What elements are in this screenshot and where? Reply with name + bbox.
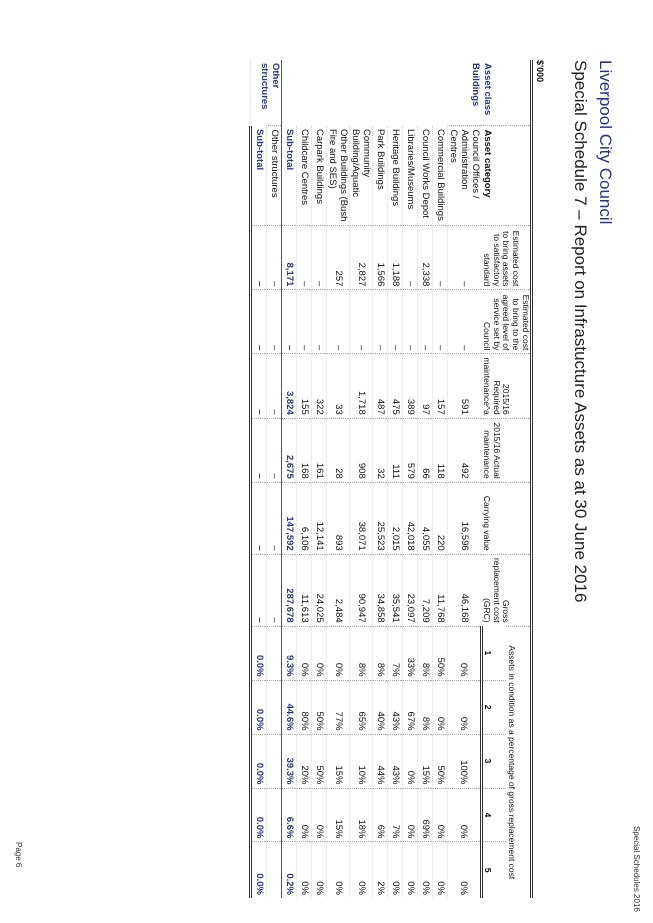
page-title: Special Schedule 7 – Report on Infrastucture Assets as at 30 June 2016 [571, 60, 590, 603]
subtotal-cell-carrying: 147,592 [282, 482, 297, 554]
header-asset-category: Asset category [481, 126, 531, 226]
value-cell-grc: 11,613 [297, 554, 312, 626]
subtotal-cell-c1: 0.0% [251, 626, 267, 680]
header-asset-class: Asset class [482, 63, 494, 116]
value-cell-c4: 0% [433, 788, 448, 842]
value-cell-c2: 50% [312, 680, 327, 734]
value-cell-c4: 18% [350, 788, 373, 842]
value-cell-c4: 69% [418, 788, 433, 842]
page-number: Page 6 [14, 842, 23, 868]
subtotal-cell-req: – [251, 354, 267, 418]
table-row [373, 60, 388, 898]
value-cell-c5: 0% [403, 842, 418, 898]
value-cell-c2: 8% [418, 680, 433, 734]
asset-category-cell: Heritage Buildings [388, 126, 403, 226]
value-cell-c5: 0% [418, 842, 433, 898]
value-cell-est-agreed: – [350, 290, 373, 354]
value-cell-c1: 8% [350, 626, 373, 680]
value-cell-carrying: – [267, 482, 282, 554]
subtotal-cell-est-sat: – [251, 226, 267, 290]
asset-class-cell: Other structures [251, 60, 282, 126]
value-cell-c3: 43% [388, 734, 403, 788]
value-cell-req: 157 [433, 354, 448, 418]
running-head: Special Schedules 2016 [632, 826, 641, 912]
organisation-name: Liverpool City Council [596, 60, 615, 225]
value-cell-c1: 7% [388, 626, 403, 680]
table-row [448, 60, 482, 898]
value-cell-est-agreed: – [448, 290, 482, 354]
asset-category-cell: Other structures [267, 126, 282, 226]
subtotal-cell-act: – [251, 418, 267, 482]
value-cell-est-sat: – [312, 226, 327, 290]
value-cell-carrying: 4,055 [418, 482, 433, 554]
subtotal-cell-c3: 39.3% [282, 734, 297, 788]
value-cell-c5: 0% [433, 842, 448, 898]
subtotal-cell-c4: 6.6% [282, 788, 297, 842]
header-est-cost-agreed: Estimated cost to bring to the agreed level of service set by Council [481, 290, 531, 354]
value-cell-req: 33 [327, 354, 350, 418]
value-cell-c4: 7% [388, 788, 403, 842]
value-cell-est-sat: – [267, 226, 282, 290]
value-cell-est-agreed: – [403, 290, 418, 354]
value-cell-carrying: 38,071 [350, 482, 373, 554]
asset-class-cell: Buildings [282, 60, 482, 126]
value-cell-est-sat: 2,338 [418, 226, 433, 290]
value-cell-carrying: 893 [327, 482, 350, 554]
value-cell-c1: 0% [312, 626, 327, 680]
value-cell-c1: 0% [448, 626, 482, 680]
subtotal-cell-grc: 287,678 [282, 554, 297, 626]
value-cell-grc: – [267, 554, 282, 626]
value-cell-c5: 2% [373, 842, 388, 898]
subtotal-label: Sub-total [282, 126, 297, 226]
value-cell-est-agreed: – [297, 290, 312, 354]
header-condition-group: Assets in condition as a percentage of gross replacement cost [506, 626, 531, 898]
subtotal-cell-est-sat: 8,171 [282, 226, 297, 290]
subtotal-cell-c2: 44.6% [282, 680, 297, 734]
value-cell-carrying: 6,106 [297, 482, 312, 554]
table-row [350, 60, 373, 898]
subtotal-cell-req: 3,824 [282, 354, 297, 418]
asset-category-cell: Park Buildings [373, 126, 388, 226]
header-required-maintenance: 2015/16 Required maintenance^a [481, 354, 531, 418]
header-condition-3: 3 [481, 734, 506, 788]
value-cell-act: – [267, 418, 282, 482]
value-cell-est-sat: – [297, 226, 312, 290]
subtotal-cell-est-agreed: – [251, 290, 267, 354]
value-cell-c2: 0% [433, 680, 448, 734]
value-cell-est-agreed: – [327, 290, 350, 354]
value-cell-req: 1,718 [350, 354, 373, 418]
value-cell-c3: 50% [312, 734, 327, 788]
asset-category-cell: Commercial Buildings [433, 126, 448, 226]
value-cell-est-agreed: – [418, 290, 433, 354]
value-cell-c4: 0% [448, 788, 482, 842]
asset-category-cell: Carpark Buildings [312, 126, 327, 226]
subtotal-cell-c5: 0.2% [282, 842, 297, 898]
table-row [433, 60, 448, 898]
value-cell-carrying: 12,141 [312, 482, 327, 554]
value-cell-grc: 11,768 [433, 554, 448, 626]
value-cell-c3: 0% [403, 734, 418, 788]
value-cell-c1: 50% [433, 626, 448, 680]
value-cell-est-agreed: – [433, 290, 448, 354]
value-cell-c3: 15% [327, 734, 350, 788]
header-est-cost-satisfactory: Estimated cost to bring assets to satisfactory standard [481, 226, 531, 290]
value-cell-c1: 8% [418, 626, 433, 680]
value-cell-grc: 23,097 [403, 554, 418, 626]
header-condition-4: 4 [481, 788, 506, 842]
table-row [403, 60, 418, 898]
value-cell-act: 28 [327, 418, 350, 482]
asset-category-cell: Other Buildings (Bush Fire and SES) [327, 126, 350, 226]
table-row [418, 60, 433, 898]
value-cell-c1 [267, 626, 282, 680]
value-cell-c3: 100% [448, 734, 482, 788]
value-cell-act: 66 [418, 418, 433, 482]
value-cell-act: 118 [433, 418, 448, 482]
value-cell-grc: 2,484 [327, 554, 350, 626]
value-cell-est-agreed: – [267, 290, 282, 354]
value-cell-act: 492 [448, 418, 482, 482]
asset-category-cell: Community Building/Aquatic [350, 126, 373, 226]
subtotal-cell-c3: 0.0% [251, 734, 267, 788]
value-cell-c5: 0% [312, 842, 327, 898]
value-cell-c2: 65% [350, 680, 373, 734]
value-cell-grc: 90,947 [350, 554, 373, 626]
value-cell-carrying: 220 [433, 482, 448, 554]
value-cell-c5: 0% [448, 842, 482, 898]
subtotal-cell-c2: 0.0% [251, 680, 267, 734]
subtotal-cell-est-agreed: – [282, 290, 297, 354]
value-cell-grc: 35,541 [388, 554, 403, 626]
asset-category-cell: Childcare Centres [297, 126, 312, 226]
table-row [312, 60, 327, 898]
value-cell-act: 908 [350, 418, 373, 482]
value-cell-c4: 15% [327, 788, 350, 842]
value-cell-c3: 50% [433, 734, 448, 788]
value-cell-grc: 7,209 [418, 554, 433, 626]
value-cell-est-agreed: – [312, 290, 327, 354]
value-cell-req: 487 [373, 354, 388, 418]
value-cell-c1: 0% [297, 626, 312, 680]
value-cell-act: 161 [312, 418, 327, 482]
value-cell-est-sat: 2,827 [350, 226, 373, 290]
subtotal-cell-carrying: – [251, 482, 267, 554]
unit-label: $'000 [535, 60, 545, 83]
value-cell-carrying: 2,015 [388, 482, 403, 554]
value-cell-grc: 24,025 [312, 554, 327, 626]
subtotal-cell-act: 2,675 [282, 418, 297, 482]
infrastructure-assets-table [249, 60, 533, 898]
asset-category-cell: Council Offices / Administration Centres [448, 126, 482, 226]
value-cell-est-sat: – [403, 226, 418, 290]
value-cell-c3 [267, 734, 282, 788]
header-condition-5: 5 [481, 842, 506, 898]
subtotal-row [282, 60, 297, 898]
subtotal-cell-c1: 9.3% [282, 626, 297, 680]
value-cell-c4 [267, 788, 282, 842]
subtotal-cell-c4: 0.0% [251, 788, 267, 842]
table-row [327, 60, 350, 898]
value-cell-c4: 6% [373, 788, 388, 842]
value-cell-act: 32 [373, 418, 388, 482]
value-cell-c2 [267, 680, 282, 734]
value-cell-est-sat: 1,566 [373, 226, 388, 290]
value-cell-req: 591 [448, 354, 482, 418]
value-cell-c5: 0% [297, 842, 312, 898]
value-cell-req: – [267, 354, 282, 418]
table-row [388, 60, 403, 898]
value-cell-c1: 0% [327, 626, 350, 680]
subtotal-row [251, 60, 267, 898]
table-body [251, 60, 482, 898]
value-cell-c3: 44% [373, 734, 388, 788]
table-row [267, 60, 282, 898]
value-cell-c2: 43% [388, 680, 403, 734]
value-cell-c5: 0% [350, 842, 373, 898]
value-cell-c5: 0% [327, 842, 350, 898]
value-cell-c1: 33% [403, 626, 418, 680]
value-cell-carrying: 16,596 [448, 482, 482, 554]
subtotal-cell-c5: 0.0% [251, 842, 267, 898]
value-cell-c2: 67% [403, 680, 418, 734]
header-gross-replacement-cost: Gross replacement cost (GRC) [481, 554, 531, 626]
value-cell-c3: 10% [350, 734, 373, 788]
value-cell-grc: 46,168 [448, 554, 482, 626]
value-cell-req: 97 [418, 354, 433, 418]
value-cell-req: 322 [312, 354, 327, 418]
value-cell-act: 579 [403, 418, 418, 482]
value-cell-c2: 77% [327, 680, 350, 734]
value-cell-c4: 0% [403, 788, 418, 842]
value-cell-c4: 0% [297, 788, 312, 842]
value-cell-c4: 0% [312, 788, 327, 842]
value-cell-carrying: 25,523 [373, 482, 388, 554]
value-cell-c2: 40% [373, 680, 388, 734]
value-cell-c2: 80% [297, 680, 312, 734]
asset-category-cell: Libraries/Museums [403, 126, 418, 226]
value-cell-c2: 0% [448, 680, 482, 734]
value-cell-req: 475 [388, 354, 403, 418]
value-cell-req: 155 [297, 354, 312, 418]
value-cell-c5: 0% [388, 842, 403, 898]
header-condition-2: 2 [481, 680, 506, 734]
value-cell-carrying: 42,018 [403, 482, 418, 554]
value-cell-req: 389 [403, 354, 418, 418]
value-cell-act: 168 [297, 418, 312, 482]
value-cell-est-agreed: – [388, 290, 403, 354]
value-cell-act: 111 [388, 418, 403, 482]
subtotal-label: Sub-total [251, 126, 267, 226]
value-cell-est-sat: 257 [327, 226, 350, 290]
value-cell-est-sat: – [448, 226, 482, 290]
subtotal-cell-grc: – [251, 554, 267, 626]
value-cell-c3: 20% [297, 734, 312, 788]
value-cell-est-sat: 1,188 [388, 226, 403, 290]
value-cell-est-sat: – [433, 226, 448, 290]
header-actual-maintenance: 2015/16 Actual maintenance [481, 418, 531, 482]
value-cell-c5 [267, 842, 282, 898]
table-row [297, 60, 312, 898]
value-cell-c3: 15% [418, 734, 433, 788]
value-cell-c1: 8% [373, 626, 388, 680]
header-condition-1: 1 [481, 626, 506, 680]
value-cell-grc: 34,858 [373, 554, 388, 626]
asset-category-cell: Council Works Depot [418, 126, 433, 226]
header-carrying-value: Carrying value [481, 482, 531, 554]
value-cell-est-agreed: – [373, 290, 388, 354]
